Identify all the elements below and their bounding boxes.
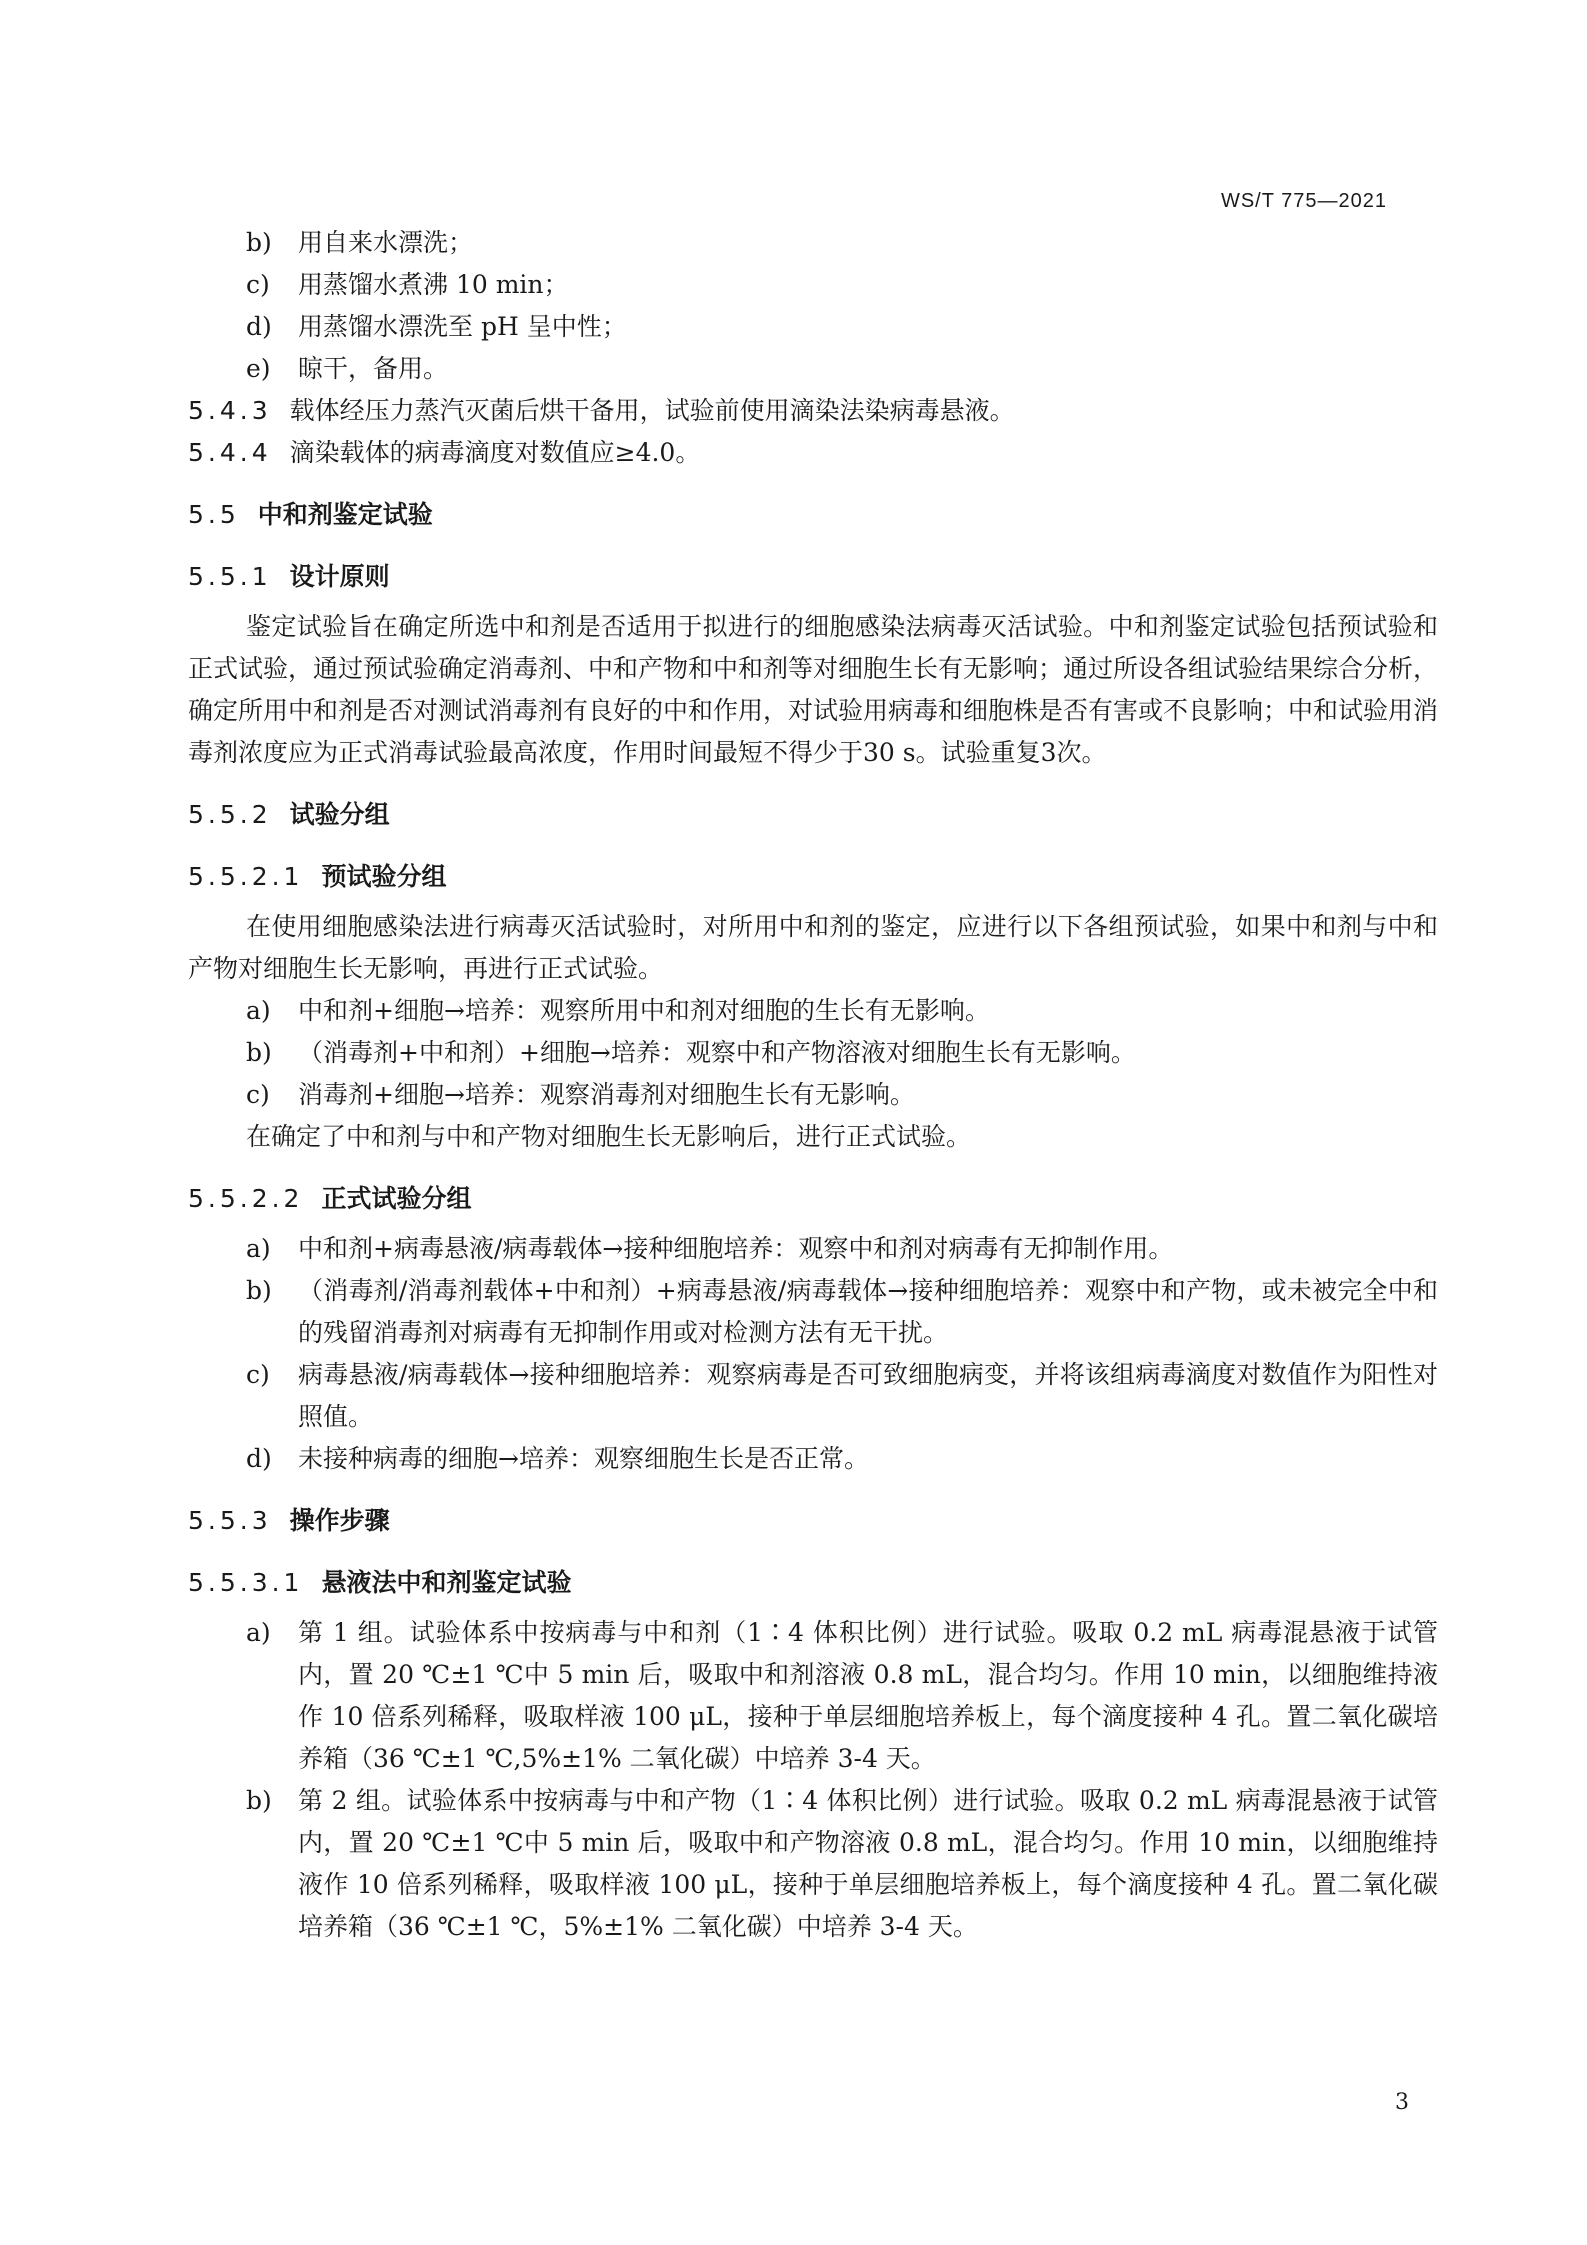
- section-heading-5-5-2: 5.5.2 试验分组: [188, 800, 390, 829]
- section-heading-5-5-1: 5.5.1 设计原则: [188, 562, 390, 591]
- list-item: a) 中和剂+细胞→培养：观察所用中和剂对细胞的生长有无影响。: [246, 996, 990, 1025]
- list-item: a) 第 1 组。试验体系中按病毒与中和剂（1∶4 体积比例）进行试验。吸取 0.2 mL 病毒混悬液于试管内，置 20 ℃±1 ℃中 5 min 后，吸取中和剂溶液 0.8 mL，混合均匀。作用 10 min，以细胞维持液作 10 倍系列稀释，吸取样液 100 μL，接种于单层细胞培养板上，每个滴度接种 4 孔。置二氧化碳培养箱（36 ℃±1 ℃,5%±1% 二氧化碳）中培养 3-4 天。: [246, 1618, 1438, 1773]
- list-item: d) 未接种病毒的细胞→培养：观察细胞生长是否正常。: [246, 1444, 869, 1473]
- section-heading-5-5-2-2: 5.5.2.2 正式试验分组: [188, 1184, 472, 1213]
- section-heading-5-5-3-1: 5.5.3.1 悬液法中和剂鉴定试验: [188, 1568, 572, 1597]
- paragraph-pretest: 在使用细胞感染法进行病毒灭活试验时，对所用中和剂的鉴定，应进行以下各组预试验，如果中和剂与中和产物对细胞生长无影响，再进行正式试验。: [188, 912, 1438, 983]
- list-item: b) 用自来水漂洗；: [246, 228, 474, 257]
- section-heading-5-5: 5.5 中和剂鉴定试验: [188, 500, 433, 529]
- page-number: 3: [1395, 2090, 1409, 2115]
- clause-5-4-4: 5.4.4 滴染载体的病毒滴度对数值应≥4.0。: [188, 438, 701, 467]
- list-item: d) 用蒸馏水漂洗至 pH 呈中性；: [246, 312, 627, 341]
- list-item: e) 晾干，备用。: [246, 354, 449, 383]
- section-heading-5-5-2-1: 5.5.2.1 预试验分组: [188, 862, 447, 891]
- paragraph-pretest-conclusion: 在确定了中和剂与中和产物对细胞生长无影响后，进行正式试验。: [246, 1122, 972, 1151]
- section-heading-5-5-3: 5.5.3 操作步骤: [188, 1506, 390, 1535]
- document-code: WS/T 775—2021: [1220, 190, 1387, 212]
- list-item: b) （消毒剂/消毒剂载体+中和剂）+病毒悬液/病毒载体→接种细胞培养：观察中和产物，或未被完全中和的残留消毒剂对病毒有无抑制作用或对检测方法有无干扰。: [246, 1276, 1438, 1347]
- list-item: b) （消毒剂+中和剂）+细胞→培养：观察中和产物溶液对细胞生长有无影响。: [246, 1038, 1136, 1067]
- clause-5-4-3: 5.4.3 载体经压力蒸汽灭菌后烘干备用，试验前使用滴染法染病毒悬液。: [188, 396, 1015, 425]
- list-item: c) 病毒悬液/病毒载体→接种细胞培养：观察病毒是否可致细胞病变，并将该组病毒滴度对数值作为阳性对照值。: [246, 1360, 1438, 1431]
- list-item: c) 用蒸馏水煮沸 10 min；: [246, 270, 569, 299]
- list-item: a) 中和剂+病毒悬液/病毒载体→接种细胞培养：观察中和剂对病毒有无抑制作用。: [246, 1234, 1174, 1263]
- list-item: c) 消毒剂+细胞→培养：观察消毒剂对细胞生长有无影响。: [246, 1080, 915, 1109]
- list-item: b) 第 2 组。试验体系中按病毒与中和产物（1∶4 体积比例）进行试验。吸取 0.2 mL 病毒混悬液于试管内，置 20 ℃±1 ℃中 5 min 后，吸取中和产物溶液 0.8 mL，混合均匀。作用 10 min，以细胞维持液作 10 倍系列稀释，吸取样液 100 μL，接种于单层细胞培养板上，每个滴度接种 4 孔。置二氧化碳培养箱（36 ℃±1 ℃，5%±1% 二氧化碳）中培养 3-4 天。: [246, 1786, 1438, 1941]
- page-content: [188, 222, 1438, 1948]
- paragraph-design-principle: 鉴定试验旨在确定所选中和剂是否适用于拟进行的细胞感染法病毒灭活试验。中和剂鉴定试验包括预试验和正式试验，通过预试验确定消毒剂、中和产物和中和剂等对细胞生长有无影响；通过所设各组试验结果综合分析，确定所用中和剂是否对测试消毒剂有良好的中和作用，对试验用病毒和细胞株是否有害或不良影响；中和试验用消毒剂浓度应为正式消毒试验最高浓度，作用时间最短不得少于30 s。试验重复3次。: [188, 612, 1439, 767]
